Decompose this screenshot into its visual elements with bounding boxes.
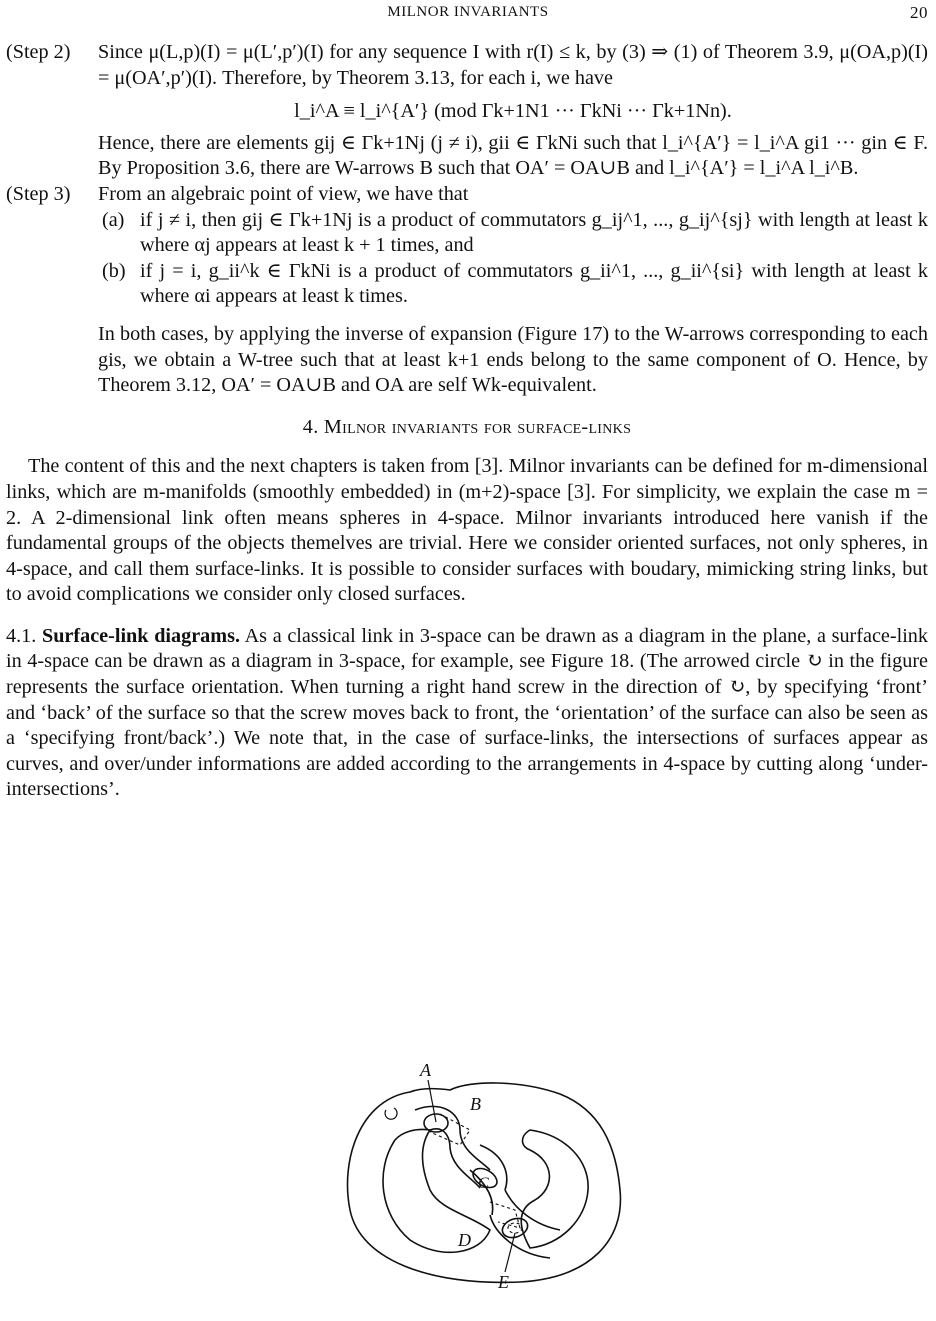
- figure-18-surface-diagram: [320, 1050, 640, 1290]
- subsection-text: As a classical link in 3-space can be drawn as a diagram in the plane, a surface-link in 4-space can be drawn as a diagram in 3-space, for example, see Figure 18. (The arrowed circle ↻ in the figure represents the surface orientation. When turning a right hand screw in the direction of ↻, by specifying ‘front’ and ‘back’ of the surface so that the screw moves back to front, the ‘orientation’ of the surface can also be seen as a ‘specifying front/back’.) We note that, in the case of surface-links, the intersections of surfaces appear as curves, and over/under informations are added according to the arrangements in 4-space by cutting along ‘under-intersections’.: [6, 624, 928, 801]
- step-3: [6, 182, 928, 310]
- inner-right-boundary: [521, 1130, 588, 1248]
- step-2-label: (Step 2): [6, 41, 71, 63]
- case-label: (a): [102, 208, 125, 231]
- step-2-text: Since μ(L,p)(I) = μ(L′,p′)(I) for any sequence I with r(I) ≤ k, by (3) ⇒ (1) of Theorem 3.9, μ(OA,p)(I) = μ(OA′,p′)(I). Therefore, by Theorem 3.13, for each i, we have: [98, 41, 928, 89]
- running-header: [0, 4, 936, 26]
- subsection-paragraph: [6, 624, 928, 803]
- step-3-intro: From an algebraic point of view, we have that: [98, 182, 469, 205]
- section-heading: [6, 415, 928, 441]
- orientation-arrow-icon: [385, 1108, 397, 1119]
- label-b: B: [470, 1094, 481, 1114]
- case-item: [102, 259, 928, 310]
- case-text: if j ≠ i, then gij ∈ Γk+1Nj is a product of commutators g_ij^1, ..., g_ij^{sj} with length at least k where αj appears at least k + 1 times, and: [140, 208, 928, 257]
- page-body: [6, 40, 928, 803]
- case-list: [102, 208, 928, 310]
- inner-left-boundary: [383, 1129, 490, 1252]
- step-2-continuation: Hence, there are elements gij ∈ Γk+1Nj (j ≠ i), gii ∈ ΓkNi such that l_i^{A′} = l_i^A gi1 ··· gin ∈ F. By Proposition 3.6, there are W-arrows B such that OA′ = OA∪B and l_i^{A′} = l_i^A l_i^B.: [98, 131, 928, 180]
- step-2: [6, 40, 928, 182]
- page-number: 20: [910, 3, 928, 22]
- case-item: [102, 208, 928, 259]
- label-e: E: [498, 1272, 509, 1290]
- intro-paragraph: The content of this and the next chapters is taken from [3]. Milnor invariants can be defined for m-dimensional links, which are m-manifolds (smoothly embedded) in (m+2)-space [3]. For simplicity, we explain the case m = 2. A 2-dimensional link often means spheres in 4-space. Milnor invariants introduced here vanish if the fundamental groups of the objects themelves are trivial. Here we consider oriented surfaces, not only spheres, in 4-space, and call them surface-links. It is possible to consider surfaces with boudary, mimicking string links, but to avoid complications we consider only closed surfaces.: [6, 455, 928, 606]
- case-text: if j = i, g_ii^k ∈ ΓkNi is a product of commutators g_ii^1, ..., g_ii^{si} with length at least k where αi appears at least k times.: [140, 259, 928, 308]
- running-title: MILNOR INVARIANTS: [387, 4, 549, 20]
- label-a: A: [420, 1060, 431, 1080]
- label-c: C: [478, 1175, 489, 1192]
- case-label: (b): [102, 259, 126, 282]
- tube-lower: [430, 1129, 480, 1188]
- step-3-label: (Step 3): [6, 182, 71, 205]
- subsection-number: 4.1.: [6, 624, 37, 647]
- section-number: 4.: [302, 415, 319, 438]
- label-d: D: [458, 1230, 471, 1250]
- congruence-equation: l_i^A ≡ l_i^{A′} (mod Γk+1N1 ··· ΓkNi ··· Γk+1Nn).: [294, 100, 732, 123]
- section-title: Milnor invariants for surface-links: [323, 415, 632, 438]
- step-3-conclusion: In both cases, by applying the inverse of expansion (Figure 17) to the W-arrows corresponding to each gis, we obtain a W-tree such that at least k+1 ends belong to the same component of O. Hence, by Theorem 3.12, OA′ = OA∪B and OA are self Wk-equivalent.: [98, 322, 928, 397]
- subsection-title: Surface-link diagrams.: [41, 624, 240, 647]
